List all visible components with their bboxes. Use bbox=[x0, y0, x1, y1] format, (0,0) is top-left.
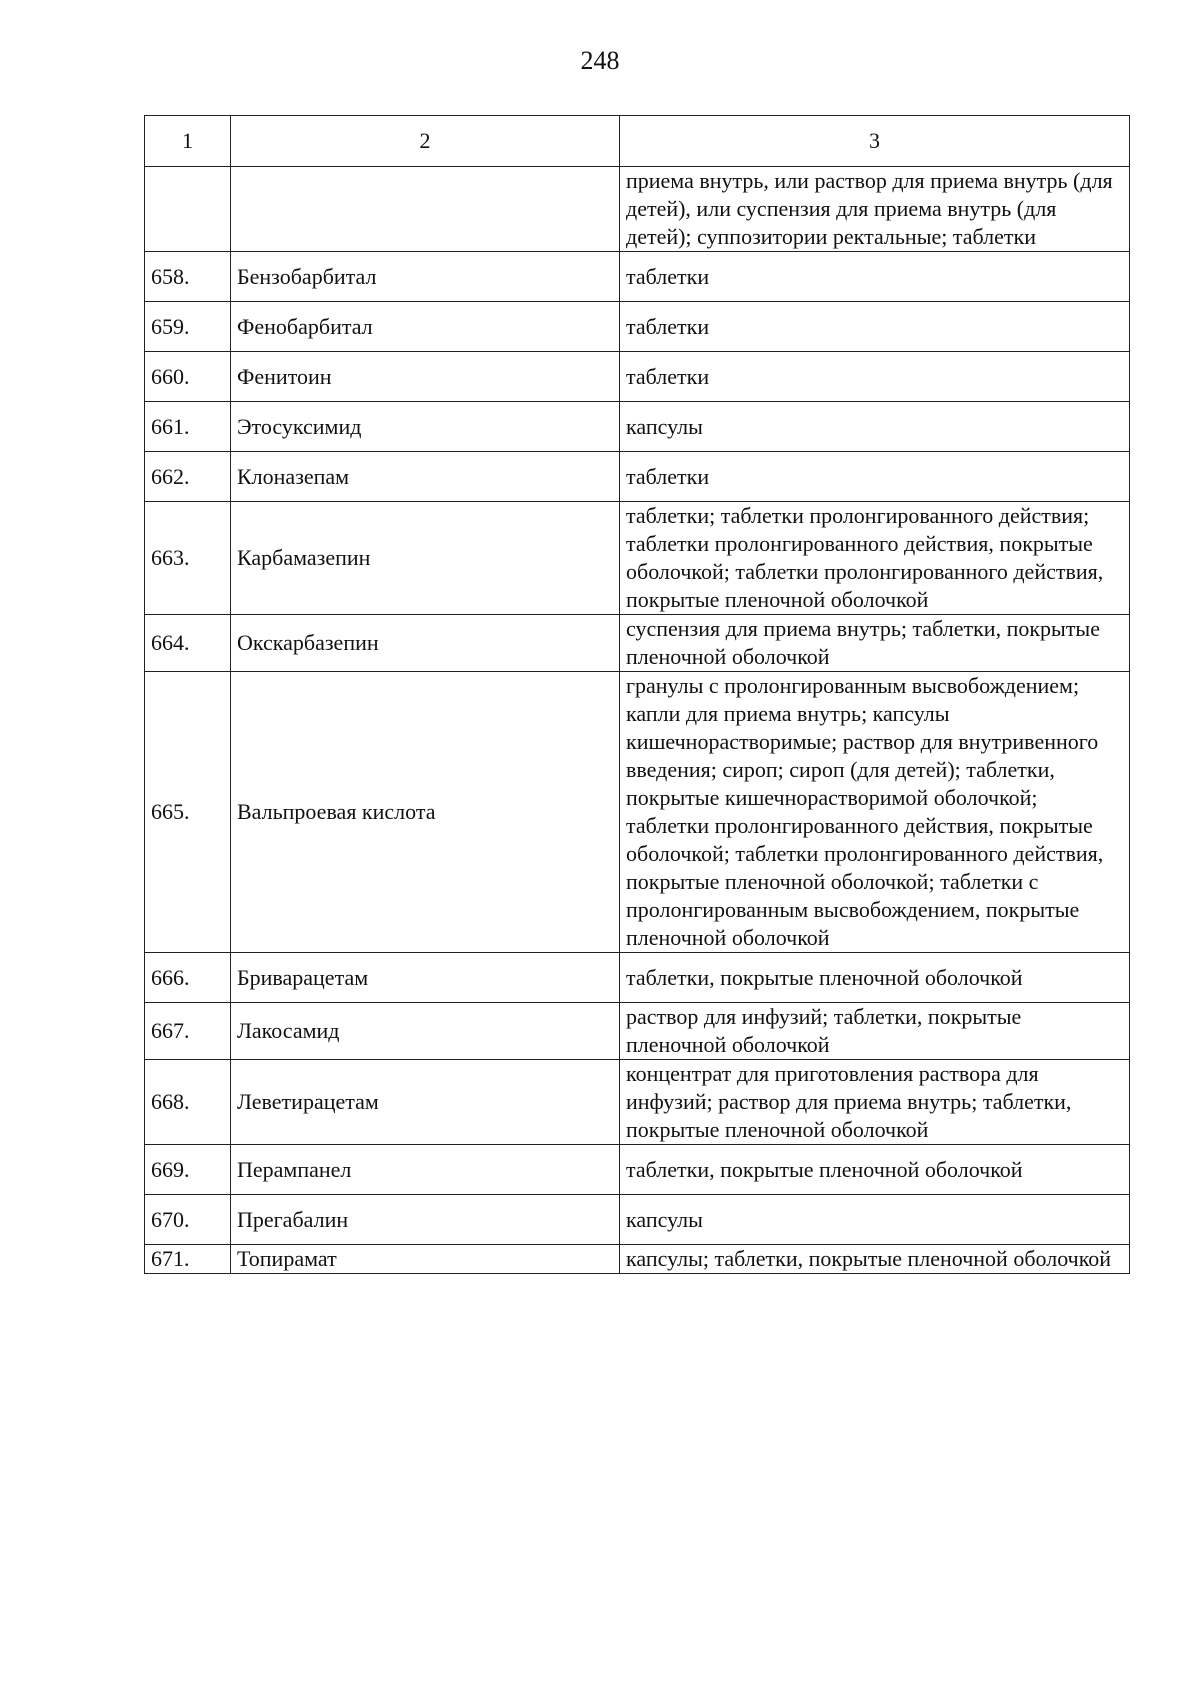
cell-num: 669. bbox=[145, 1145, 231, 1195]
cell-name: Прегабалин bbox=[231, 1195, 620, 1245]
cell-name: Топирамат bbox=[231, 1245, 620, 1274]
table-header-row bbox=[145, 116, 1130, 167]
cell-form: таблетки bbox=[620, 452, 1130, 502]
cell-name: Вальпроевая кислота bbox=[231, 672, 620, 953]
cell-num: 671. bbox=[145, 1245, 231, 1274]
cell-num: 659. bbox=[145, 302, 231, 352]
cell-name: Клоназепам bbox=[231, 452, 620, 502]
cell-name: Лакосамид bbox=[231, 1003, 620, 1060]
cell-name bbox=[231, 167, 620, 252]
table-row bbox=[145, 1245, 1130, 1274]
column-header-3: 3 bbox=[620, 116, 1130, 167]
cell-num: 663. bbox=[145, 502, 231, 615]
cell-num: 660. bbox=[145, 352, 231, 402]
cell-name: Окскарбазепин bbox=[231, 615, 620, 672]
table-row bbox=[145, 615, 1130, 672]
cell-name: Леветирацетам bbox=[231, 1060, 620, 1145]
cell-num bbox=[145, 167, 231, 252]
table-row bbox=[145, 352, 1130, 402]
cell-form: капсулы bbox=[620, 402, 1130, 452]
cell-form: суспензия для приема внутрь; таблетки, покрытые пленочной оболочкой bbox=[620, 615, 1130, 672]
column-header-1: 1 bbox=[145, 116, 231, 167]
medication-table bbox=[144, 115, 1130, 1274]
table-row bbox=[145, 302, 1130, 352]
cell-form: концентрат для приготовления раствора для инфузий; раствор для приема внутрь; таблетки, покрытые пленочной оболочкой bbox=[620, 1060, 1130, 1145]
table-row bbox=[145, 1003, 1130, 1060]
cell-num: 658. bbox=[145, 252, 231, 302]
cell-num: 666. bbox=[145, 953, 231, 1003]
table-row bbox=[145, 1195, 1130, 1245]
cell-form: таблетки, покрытые пленочной оболочкой bbox=[620, 953, 1130, 1003]
table-row bbox=[145, 252, 1130, 302]
cell-num: 668. bbox=[145, 1060, 231, 1145]
cell-name: Бриварацетам bbox=[231, 953, 620, 1003]
cell-num: 670. bbox=[145, 1195, 231, 1245]
cell-num: 664. bbox=[145, 615, 231, 672]
cell-form: таблетки bbox=[620, 252, 1130, 302]
cell-name: Этосуксимид bbox=[231, 402, 620, 452]
cell-form: капсулы; таблетки, покрытые пленочной оболочкой bbox=[620, 1245, 1130, 1274]
cell-num: 662. bbox=[145, 452, 231, 502]
table-row bbox=[145, 953, 1130, 1003]
cell-form: таблетки; таблетки пролонгированного действия; таблетки пролонгированного действия, покрытые оболочкой; таблетки пролонгированного действия, покрытые пленочной оболочкой bbox=[620, 502, 1130, 615]
cell-form: таблетки, покрытые пленочной оболочкой bbox=[620, 1145, 1130, 1195]
cell-num: 661. bbox=[145, 402, 231, 452]
cell-num: 667. bbox=[145, 1003, 231, 1060]
cell-form: капсулы bbox=[620, 1195, 1130, 1245]
cell-form: раствор для инфузий; таблетки, покрытые пленочной оболочкой bbox=[620, 1003, 1130, 1060]
table-row bbox=[145, 1060, 1130, 1145]
table-row bbox=[145, 402, 1130, 452]
table-row bbox=[145, 452, 1130, 502]
cell-form-continuation: приема внутрь, или раствор для приема внутрь (для детей), или суспензия для приема внутрь (для детей); суппозитории ректальные; таблетки bbox=[620, 167, 1130, 252]
table-row bbox=[145, 1145, 1130, 1195]
table-row bbox=[145, 502, 1130, 615]
cell-form: таблетки bbox=[620, 352, 1130, 402]
cell-name: Перампанел bbox=[231, 1145, 620, 1195]
cell-name: Фенитоин bbox=[231, 352, 620, 402]
table-row bbox=[145, 672, 1130, 953]
column-header-2: 2 bbox=[231, 116, 620, 167]
table-row-continuation bbox=[145, 167, 1130, 252]
cell-name: Бензобарбитал bbox=[231, 252, 620, 302]
page-number: 248 bbox=[580, 46, 620, 75]
cell-name: Фенобарбитал bbox=[231, 302, 620, 352]
cell-num: 665. bbox=[145, 672, 231, 953]
cell-form: гранулы с пролонгированным высвобождением; капли для приема внутрь; капсулы кишечнорастворимые; раствор для внутривенного введения; сироп; сироп (для детей); таблетки, покрытые кишечнорастворимой оболочкой; таблетки пролонгированного действия, покрытые оболочкой; таблетки пролонгированного действия, покрытые пленочной оболочкой; таблетки с пролонгированным высвобождением, покрытые пленочной оболочкой bbox=[620, 672, 1130, 953]
cell-name: Карбамазепин bbox=[231, 502, 620, 615]
cell-form: таблетки bbox=[620, 302, 1130, 352]
